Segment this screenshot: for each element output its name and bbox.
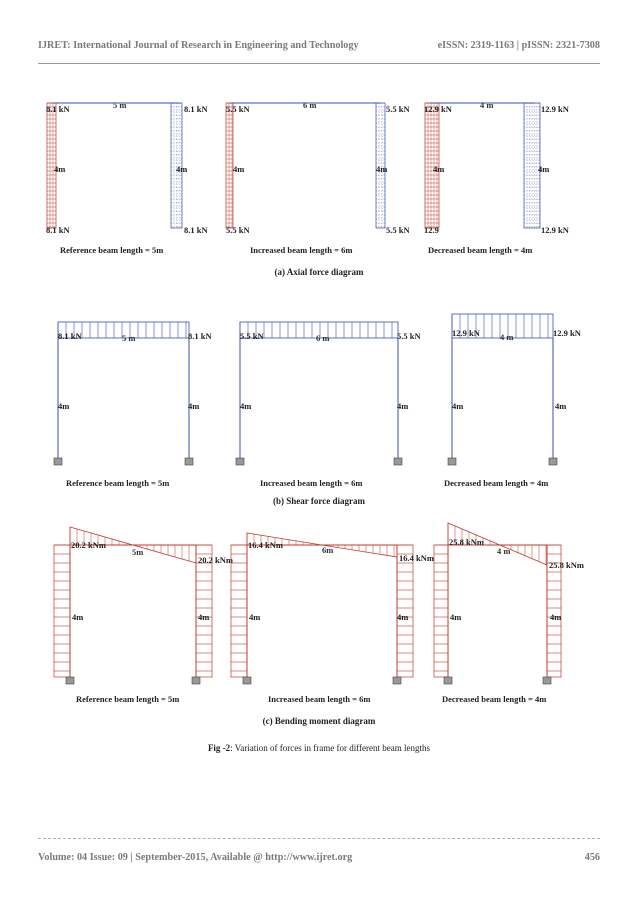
moment-frame-reference	[54, 527, 233, 704]
axial-force-left-label: 12.9 kN	[424, 104, 452, 114]
axial-base-right-label: 5.5 kN	[386, 225, 410, 235]
axial-force-right-label: 12.9 kN	[541, 104, 569, 114]
span-label: 5 m	[122, 333, 136, 343]
axial-force-left-label: 8.1 kN	[46, 104, 70, 114]
height-label-right: 4m	[198, 612, 210, 622]
frame-title: Reference beam length = 5m	[60, 245, 164, 255]
support-right-icon	[549, 458, 557, 465]
issn-header: eISSN: 2319-1163 | pISSN: 2321-7308	[437, 40, 600, 51]
journal-header: IJRET: International Journal of Research in Engineering and Technology	[38, 40, 359, 51]
moment-left-label: 20.2 kNm	[71, 540, 106, 550]
shear-force-right-label: 8.1 kN	[188, 331, 212, 341]
height-label-left: 4m	[54, 164, 66, 174]
moment-left-label: 16.4 kNm	[248, 540, 283, 550]
support-left-icon	[66, 677, 74, 684]
span-label: 4 m	[480, 100, 494, 110]
support-left-icon	[236, 458, 244, 465]
shear-force-right-label: 5.5 kN	[397, 331, 421, 341]
support-left-icon	[54, 458, 62, 465]
volume-footer: Volume: 04 Issue: 09 | September-2015, Available @ http://www.ijret.org	[38, 852, 353, 863]
height-label-left: 4m	[240, 401, 252, 411]
figure-caption	[0, 743, 638, 753]
moment-frame-decreased	[434, 523, 584, 704]
moment-right-label: 25.8 kNm	[549, 560, 584, 570]
figure-caption-text: : Variation of forces in frame for different beam lengths	[230, 743, 431, 753]
height-label-left: 4m	[233, 164, 245, 174]
span-label: 6 m	[303, 100, 317, 110]
support-left-icon	[444, 677, 452, 684]
shear-force-left-label: 5.5 kN	[240, 331, 264, 341]
support-right-icon	[192, 677, 200, 684]
shear-force-left-label: 8.1 kN	[58, 331, 82, 341]
support-right-icon	[394, 458, 402, 465]
subtitle-axial: (a) Axial force diagram	[274, 267, 364, 277]
height-label-right: 4m	[550, 612, 562, 622]
axial-base-right-label: 8.1 kN	[184, 225, 208, 235]
height-label-right: 4m	[188, 401, 200, 411]
subtitle-moment: (c) Bending moment diagram	[262, 716, 376, 726]
frame-title: Reference beam length = 5m	[66, 478, 170, 488]
moment-right-label: 20.2 kNm	[198, 555, 233, 565]
height-label-left: 4m	[72, 612, 84, 622]
frame-title: Increased beam length = 6m	[250, 245, 353, 255]
height-label-left: 4m	[433, 164, 445, 174]
axial-base-left-label: 8.1 kN	[46, 225, 70, 235]
span-label: 5 m	[113, 100, 127, 110]
axial-force-left-label: 5.5 kN	[226, 104, 250, 114]
shear-frame-increased	[236, 322, 421, 488]
support-left-icon	[243, 677, 251, 684]
shear-force-right-label: 12.9 kN	[553, 328, 581, 338]
span-label: 6m	[322, 545, 334, 555]
span-label: 4 m	[500, 332, 514, 342]
axial-base-left-label: 12.9	[424, 225, 439, 235]
moment-frame-increased	[231, 533, 434, 704]
axial-frame-increased	[226, 100, 410, 255]
frame-title: Decreased beam length = 4m	[428, 245, 533, 255]
axial-left-column-hatch	[226, 103, 233, 228]
axial-base-left-label: 5.5 kN	[226, 225, 250, 235]
moment-right-label: 16.4 kNm	[399, 553, 434, 563]
axial-frame-reference	[46, 100, 208, 255]
frame-title: Increased beam length = 6m	[268, 694, 371, 704]
support-right-icon	[543, 677, 551, 684]
span-label: 5m	[132, 547, 144, 557]
height-label-left: 4m	[249, 612, 261, 622]
axial-force-right-label: 5.5 kN	[386, 104, 410, 114]
support-left-icon	[448, 458, 456, 465]
support-right-icon	[393, 677, 401, 684]
span-label: 6 m	[316, 333, 330, 343]
frame-title: Decreased beam length = 4m	[444, 478, 549, 488]
axial-base-right-label: 12.9 kN	[541, 225, 569, 235]
shear-frame-decreased	[444, 314, 582, 488]
height-label-right: 4m	[538, 164, 550, 174]
footer-rule	[38, 838, 600, 839]
height-label-right: 4m	[397, 401, 409, 411]
height-label-left: 4m	[450, 612, 462, 622]
height-label-right: 4m	[555, 401, 567, 411]
moment-left-label: 25.8 kNm	[449, 537, 484, 547]
frame-title: Reference beam length = 5m	[76, 694, 180, 704]
height-label-right: 4m	[397, 612, 409, 622]
shear-force-left-label: 12.9 kN	[452, 328, 480, 338]
axial-force-right-label: 8.1 kN	[184, 104, 208, 114]
span-label: 4 m	[497, 546, 511, 556]
frame-title: Decreased beam length = 4m	[442, 694, 547, 704]
shear-frame-reference	[54, 322, 212, 488]
height-label-right: 4m	[176, 164, 188, 174]
axial-frame-decreased	[424, 100, 570, 255]
support-right-icon	[185, 458, 193, 465]
subtitle-shear: (b) Shear force diagram	[273, 496, 365, 506]
figure-caption-label: Fig -2	[207, 743, 231, 753]
page-number: 456	[584, 852, 600, 863]
frame-title: Increased beam length = 6m	[260, 478, 363, 488]
height-label-left: 4m	[452, 401, 464, 411]
height-label-right: 4m	[376, 164, 388, 174]
height-label-left: 4m	[58, 401, 70, 411]
